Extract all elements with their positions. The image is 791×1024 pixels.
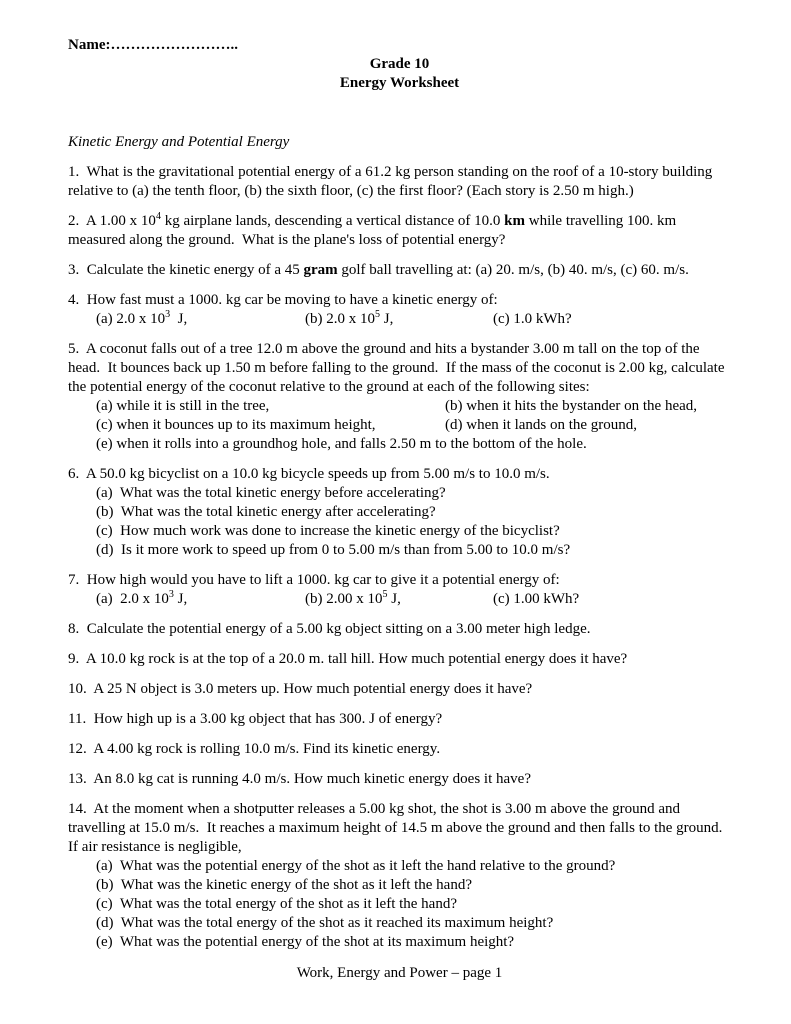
question-subitem <box>305 310 493 329</box>
worksheet-title <box>68 55 731 93</box>
text-segment: (a) What was the total kinetic energy before accelerating? <box>96 485 446 501</box>
question-block <box>68 680 731 699</box>
text-segment: (b) 2.0 x 10 <box>305 311 375 327</box>
text-segment: 9. A 10.0 kg rock is at the top of a 20.0 m. tall hill. How much potential energy does it have? <box>68 651 628 667</box>
question-block <box>68 710 731 729</box>
text-segment: (d) What was the total energy of the shot as it reached its maximum height? <box>96 915 554 931</box>
question-subitem <box>96 541 731 560</box>
text-segment: 5. A coconut falls out of a tree 12.0 m above the ground and hits a bystander 3.00 m tall on the top of the head. It bounces back up 1.50 m before falling to the ground. If the mass of the coconut is 2.00 kg, calculate the potential energy of the coconut relative to the ground at each of the following sites: <box>68 341 729 395</box>
text-segment: 7. How high would you have to lift a 1000. kg car to give it a potential energy of: <box>68 572 560 588</box>
question-text <box>68 800 731 857</box>
question-subitem <box>96 522 731 541</box>
question-subitem <box>96 876 731 895</box>
text-segment: (d) when it lands on the ground, <box>445 417 638 433</box>
text-segment: kg airplane lands, descending a vertical distance of 10.0 <box>160 213 505 229</box>
text-segment: (c) How much work was done to increase the kinetic energy of the bicyclist? <box>96 523 560 539</box>
question-subitem <box>96 435 731 454</box>
text-segment: 10. A 25 N object is 3.0 meters up. How much potential energy does it have? <box>68 681 533 697</box>
question-block <box>68 465 731 560</box>
text-segment: (d) Is it more work to speed up from 0 to 5.00 m/s than from 5.00 to 10.0 m/s? <box>96 542 571 558</box>
text-segment: 6. A 50.0 kg bicyclist on a 10.0 kg bicycle speeds up from 5.00 m/s to 10.0 m/s. <box>68 466 550 482</box>
text-segment: J, <box>380 311 394 327</box>
text-segment: J, <box>173 591 188 607</box>
question-text <box>68 740 731 759</box>
question-text <box>68 571 731 590</box>
question-subitem-row <box>68 541 731 560</box>
question-subitem-row <box>68 876 731 895</box>
text-segment: (a) 2.0 x 10 <box>96 311 166 327</box>
question-subitem <box>96 590 305 609</box>
text-segment: (b) What was the kinetic energy of the shot as it left the hand? <box>96 877 472 893</box>
page-footer: Work, Energy and Power – page 1 <box>296 965 503 981</box>
text-segment: (b) when it hits the bystander on the head, <box>445 398 698 414</box>
question-block <box>68 770 731 789</box>
title-grade: Grade 10 <box>369 56 430 72</box>
text-segment: 11. How high up is a 3.00 kg object that has 300. J of energy? <box>68 711 443 727</box>
name-field: Name:…………………….. <box>68 37 238 53</box>
question-text <box>68 620 731 639</box>
question-text <box>68 163 731 201</box>
text-segment: (b) What was the total kinetic energy after accelerating? <box>96 504 436 520</box>
text-segment: (c) What was the total energy of the shot as it left the hand? <box>96 896 457 912</box>
text-segment: (b) 2.00 x 10 <box>305 591 383 607</box>
questions-list <box>68 163 731 952</box>
text-segment: km <box>504 213 525 229</box>
text-segment: (e) when it rolls into a groundhog hole, and falls 2.50 m to the bottom of the hole. <box>96 436 587 452</box>
question-subitem-row <box>68 435 731 454</box>
question-text <box>68 770 731 789</box>
text-segment: golf ball travelling at: (a) 20. m/s, (b) 40. m/s, (c) 60. m/s. <box>337 262 689 278</box>
question-subitem <box>96 933 731 952</box>
text-segment: J, <box>387 591 401 607</box>
text-segment: gram <box>303 262 338 278</box>
question-subitem <box>96 310 305 329</box>
question-text <box>68 261 731 280</box>
text-segment: J, <box>170 311 188 327</box>
question-block <box>68 800 731 952</box>
question-subitem <box>96 857 731 876</box>
question-block <box>68 340 731 454</box>
title-subject: Energy Worksheet <box>339 75 460 91</box>
question-subitem <box>96 503 731 522</box>
text-segment: (c) 1.0 kWh? <box>493 311 572 327</box>
question-subitem <box>96 397 445 416</box>
question-subitem-row <box>68 397 731 416</box>
question-subitem <box>96 895 731 914</box>
question-subitem <box>493 590 731 609</box>
question-block <box>68 261 731 280</box>
text-segment: 3. Calculate the kinetic energy of a 45 <box>68 262 304 278</box>
question-subitem <box>96 416 445 435</box>
question-text <box>68 340 731 397</box>
question-subitem-row <box>68 310 731 329</box>
text-segment: 14. At the moment when a shotputter releases a 5.00 kg shot, the shot is 3.00 m above the ground and travelling at 15.0 m/s. It reaches a maximum height of 14.5 m above the ground and then falls to the ground. If air resistance is negligible, <box>68 801 730 855</box>
superscript-exponent: 5 <box>382 589 388 600</box>
text-segment: (e) What was the potential energy of the shot at its maximum height? <box>96 934 515 950</box>
question-subitem-row <box>68 416 731 435</box>
question-subitem <box>305 590 493 609</box>
question-block <box>68 163 731 201</box>
question-subitem-row <box>68 933 731 952</box>
text-segment: (a) What was the potential energy of the shot as it left the hand relative to the ground? <box>96 858 616 874</box>
question-block <box>68 620 731 639</box>
question-subitem-row <box>68 895 731 914</box>
question-subitem-row <box>68 914 731 933</box>
question-block <box>68 571 731 609</box>
text-segment: 1. What is the gravitational potential energy of a 61.2 kg person standing on the roof of a 10-story building relative to (a) the tenth floor, (b) the sixth floor, (c) the first floor? (Each story is 2.50 m high.) <box>68 164 717 199</box>
text-segment: (a) while it is still in the tree, <box>96 398 270 414</box>
superscript-exponent: 5 <box>375 309 380 320</box>
text-segment: while travelling 100. km measured along the ground. What is the plane's loss of potential energy? <box>68 213 680 248</box>
text-segment: 4. How fast must a 1000. kg car be moving to have a kinetic energy of: <box>68 292 498 308</box>
question-subitem-row <box>68 503 731 522</box>
text-segment: 2. A 1.00 x 10 <box>68 213 156 229</box>
question-subitem <box>96 914 731 933</box>
text-segment: (a) 2.0 x 10 <box>96 591 169 607</box>
question-text <box>68 710 731 729</box>
section-heading: Kinetic Energy and Potential Energy <box>68 134 290 150</box>
question-text <box>68 465 731 484</box>
question-text <box>68 212 731 250</box>
question-subitem-row <box>68 484 731 503</box>
question-block <box>68 650 731 669</box>
question-text <box>68 291 731 310</box>
question-subitem <box>445 416 731 435</box>
text-segment: (c) when it bounces up to its maximum height, <box>96 417 376 433</box>
text-segment: 8. Calculate the potential energy of a 5.00 kg object sitting on a 3.00 meter high ledge. <box>68 621 591 637</box>
question-subitem-row <box>68 590 731 609</box>
question-block <box>68 740 731 759</box>
superscript-exponent: 3 <box>165 309 171 320</box>
text-segment: (c) 1.00 kWh? <box>493 591 580 607</box>
superscript-exponent: 4 <box>155 211 161 222</box>
question-subitem <box>96 484 731 503</box>
question-block <box>68 212 731 250</box>
question-subitem <box>445 397 731 416</box>
question-text <box>68 680 731 699</box>
superscript-exponent: 3 <box>168 589 174 600</box>
question-subitem-row <box>68 522 731 541</box>
text-segment: 13. An 8.0 kg cat is running 4.0 m/s. How much kinetic energy does it have? <box>68 771 531 787</box>
question-subitem <box>493 310 731 329</box>
question-text <box>68 650 731 669</box>
text-segment: 12. A 4.00 kg rock is rolling 10.0 m/s. Find its kinetic energy. <box>68 741 441 757</box>
question-subitem-row <box>68 857 731 876</box>
question-block <box>68 291 731 329</box>
